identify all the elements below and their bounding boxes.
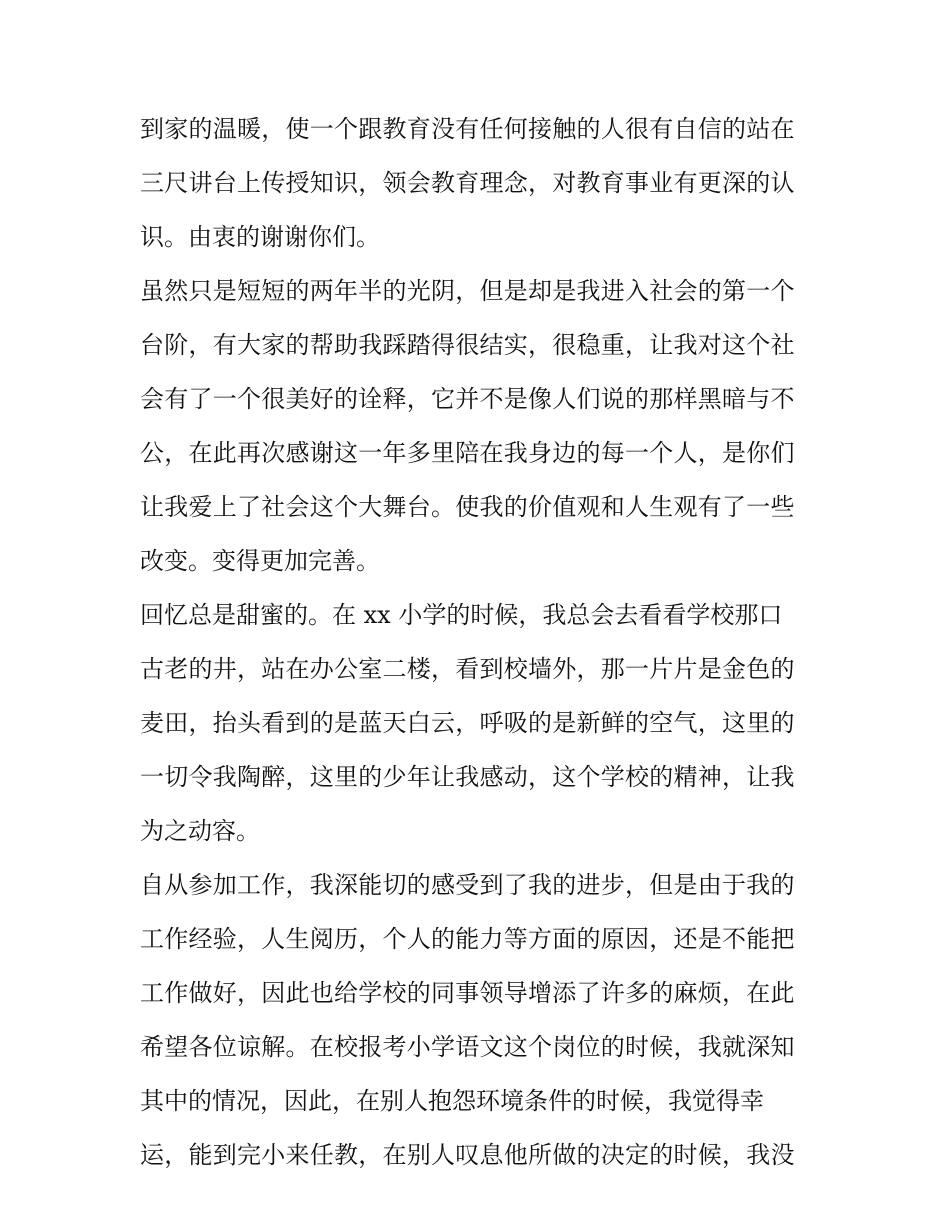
text-line: 虽然只是短短的两年半的光阴，但是却是我进入社会的第一个 (140, 277, 795, 305)
text-line: 一切令我陶醉，这里的少年让我感动，这个学校的精神，让我 (140, 763, 795, 791)
text-line: 古老的井，站在办公室二楼，看到校墙外，那一片片是金色的 (140, 655, 795, 683)
text-line: 为之动容。 (140, 817, 260, 845)
text-line: 改变。变得更加完善。 (140, 547, 380, 575)
text-line: 自从参加工作，我深能切的感受到了我的进步，但是由于我的 (140, 871, 795, 899)
text-line: 回忆总是甜蜜的。在 xx 小学的时候，我总会去看看学校那口 (140, 601, 783, 629)
text-line: 台阶，有大家的帮助我踩踏得很结实，很稳重，让我对这个社 (140, 331, 795, 359)
text-line: 工作做好，因此也给学校的同事领导增添了许多的麻烦，在此 (140, 979, 795, 1007)
text-line: 让我爱上了社会这个大舞台。使我的价值观和人生观有了一些 (140, 493, 795, 521)
text-line: 运，能到完小来任教，在别人叹息他所做的决定的时候，我没 (140, 1141, 795, 1169)
text-line: 工作经验，人生阅历，个人的能力等方面的原因，还是不能把 (140, 925, 795, 953)
text-line: 识。由衷的谢谢你们。 (140, 223, 380, 251)
text-line: 希望各位谅解。在校报考小学语文这个岗位的时候，我就深知 (140, 1033, 795, 1061)
text-line: 其中的情况，因此，在别人抱怨环境条件的时候，我觉得幸 (140, 1087, 764, 1115)
text-line: 公，在此再次感谢这一年多里陪在我身边的每一个人，是你们 (140, 439, 795, 467)
text-line: 会有了一个很美好的诠释，它并不是像人们说的那样黑暗与不 (140, 385, 795, 413)
text-line: 麦田，抬头看到的是蓝天白云，呼吸的是新鲜的空气，这里的 (140, 709, 795, 737)
text-line: 三尺讲台上传授知识，领会教育理念，对教育事业有更深的认 (140, 169, 795, 197)
text-line: 到家的温暖，使一个跟教育没有任何接触的人很有自信的站在 (140, 115, 795, 143)
